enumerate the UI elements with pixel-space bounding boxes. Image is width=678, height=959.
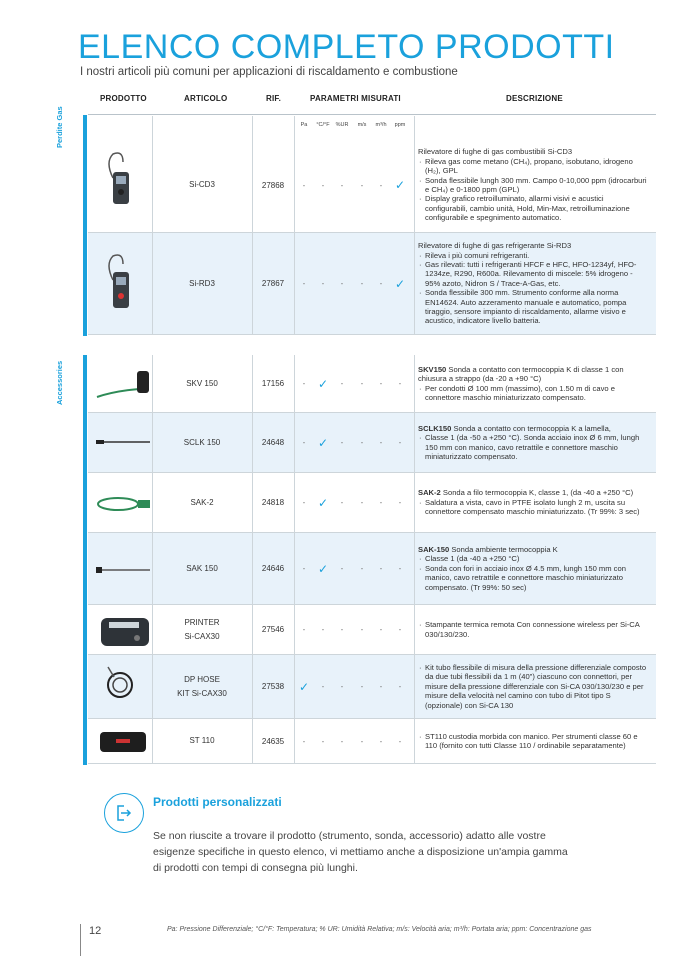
- description-lead-bold: SAK-150: [418, 544, 450, 554]
- table-row: [88, 655, 656, 719]
- param-cell: -: [379, 180, 383, 190]
- col-header-ref: RIF.: [266, 94, 282, 103]
- param-cell: -: [360, 625, 364, 634]
- param-cell: -: [340, 438, 344, 447]
- description-lead: [418, 488, 648, 497]
- article-name: Si-CD3: [189, 180, 215, 189]
- param-cell: -: [398, 736, 402, 746]
- description-lead-text: Sonda a contatto con termocoppia K a lamella,: [451, 423, 611, 433]
- param-cell: -: [340, 736, 344, 746]
- article-name: SCLK 150: [183, 437, 221, 447]
- article-name: ST 110: [189, 736, 215, 745]
- sclk150-image: [94, 434, 154, 450]
- footer-legend: Pa: Pressione Differenziale; °C/°F: Temperatura; % UR: Umidità Relativa; m/s: Velocità aria; m³/h: Portata aria; ppm: Concentrazione gas: [167, 926, 592, 933]
- param-cell: -: [302, 279, 306, 288]
- description-bullet: · Classe 1 (da -40 a +250 °C): [418, 554, 648, 563]
- ref-cell: 24648: [261, 438, 285, 447]
- description-bullets: [418, 663, 648, 710]
- description-bullets: [418, 433, 648, 461]
- description-cell: [418, 233, 648, 334]
- description-bullet: · Sonda con fori in acciaio inox Ø 4.5 mm, lungh 150 mm con manico, cavo retrattile e connettore maschio miniaturizzato compensato. (Tr 99%: 50 sec): [418, 564, 648, 592]
- param-cell: -: [340, 180, 344, 190]
- custom-products-text: Se non riuscite a trovare il prodotto (strumento, sonda, accessorio) adatto alle vostre esigenze specifiche in questo elenco, vi mettiamo anche a disposizione un'ampia gamma di prodotti con tempi di consegna più lunghi.: [153, 830, 568, 874]
- section-label-accessories: Accessories: [55, 360, 64, 405]
- table-row: [88, 719, 656, 764]
- page-title: ELENCO COMPLETO PRODOTTI: [78, 28, 615, 66]
- description-lead-text: Sonda a contatto con termocoppia K di classe 1 con chiusura a strappo (da -20 a +90 °C): [418, 364, 624, 384]
- article-name: SAK-2: [190, 497, 214, 507]
- printer-image: [99, 612, 153, 650]
- param-cell: -: [340, 279, 344, 288]
- page-subtitle: I nostri articoli più comuni per applicazioni di riscaldamento e combustione: [80, 66, 458, 78]
- param-cell: -: [321, 625, 325, 634]
- custom-products-icon: [104, 793, 144, 833]
- unit-m3h: m³/h: [375, 122, 387, 128]
- description-lead: [418, 545, 648, 554]
- ref-cell: 27546: [261, 625, 285, 634]
- description-lead-text: Sonda a filo termocoppia K, classe 1, (da -40 a +250 °C): [440, 488, 634, 498]
- description-lead: [418, 147, 648, 156]
- description-bullet: · Classe 1 (da -50 a +250 °C). Sonda acciaio inox Ø 6 mm, lungh 150 mm con manico, cavo retrattile e connettore maschio miniaturizzato compensato.: [418, 433, 648, 461]
- ref-cell: 17156: [261, 379, 285, 388]
- check-icon: ✓: [298, 679, 310, 694]
- description-cell: [418, 655, 648, 718]
- article-cell: [154, 533, 250, 604]
- page-number: 12: [89, 925, 102, 937]
- article-cell: [154, 605, 250, 654]
- param-cell: -: [379, 498, 383, 507]
- check-icon: ✓: [317, 561, 329, 576]
- param-cell: -: [302, 438, 306, 447]
- param-cell: -: [302, 180, 306, 190]
- exit-icon: [115, 804, 133, 822]
- check-icon: ✓: [317, 495, 329, 510]
- section-bar-gas: [83, 115, 87, 336]
- param-cell: -: [398, 379, 402, 388]
- description-lead: [418, 424, 648, 433]
- param-cell: -: [398, 625, 402, 634]
- section-label-gas: Perdite Gas: [55, 106, 64, 148]
- ref-cell: 27868: [261, 180, 285, 190]
- ref-cell: 27867: [261, 279, 285, 288]
- param-cell: -: [302, 379, 306, 388]
- param-cell: -: [379, 736, 383, 746]
- description-bullets: [418, 384, 648, 403]
- skv150-image: [95, 363, 155, 403]
- ref-cell: 24818: [261, 498, 285, 507]
- param-cell: -: [398, 438, 402, 447]
- param-cell: -: [321, 279, 325, 288]
- param-cell: -: [398, 498, 402, 507]
- param-cell: -: [398, 682, 402, 691]
- description-cell: [418, 413, 648, 472]
- description-bullet: · Saldatura a vista, cavo in PTFE isolato lungh 2 m, uscita su connettore compensato maschio miniaturizzato. (Tr 99%: 3 sec): [418, 498, 648, 517]
- table-row: [88, 138, 656, 233]
- description-cell: [418, 355, 648, 412]
- description-cell: [418, 138, 648, 232]
- param-cell: -: [360, 564, 364, 573]
- table-top-rule: [88, 114, 656, 115]
- table-row: [88, 533, 656, 605]
- param-cell: -: [360, 180, 364, 190]
- description-lead-text: Rilevatore di fughe di gas combustibili Si-CD3: [418, 147, 573, 157]
- table-row: [88, 233, 656, 335]
- description-bullet: · Rileva gas come metano (CH₄), propano, isobutano, idrogeno (H₂), GPL: [418, 157, 648, 176]
- param-cell: -: [379, 379, 383, 388]
- unit-ms: m/s: [357, 122, 367, 128]
- description-bullet: · Sonda flessibile lungh 300 mm. Campo 0-10,000 ppm (idrocarburi e CH₄) e 0-1800 ppm (GPL): [418, 176, 648, 195]
- param-cell: -: [379, 682, 383, 691]
- sak150-image: [94, 562, 154, 578]
- param-cell: -: [340, 625, 344, 634]
- param-cell: -: [379, 279, 383, 288]
- param-cell: -: [360, 279, 364, 288]
- description-lead-bold: SAK-2: [418, 488, 441, 498]
- dp-hose-image: [102, 663, 142, 707]
- param-cell: -: [360, 736, 364, 746]
- description-bullets: [418, 157, 648, 223]
- description-bullet: · Sonda flessibile 300 mm. Strumento conforme alla norma EN14624. Auto azzeramento manuale e automatico, pompa tiraggio, sensore impianto di riscaldamento, allarme visivo e acustico, indicatore livello batteria.: [418, 288, 648, 326]
- description-bullet: · Gas rilevati: tutti i refrigeranti HFCF e HFC, HFO-1234yf, HFO-1234ze, R290, R600a. Rilevamento di miscele: 5% idrogeno - 95% azoto, Nidron S / Trace-A-Gas, etc.: [418, 260, 648, 288]
- col-header-description: DESCRIZIONE: [506, 94, 563, 103]
- param-cell: -: [302, 564, 306, 573]
- description-lead-bold: SCLK150: [418, 423, 452, 433]
- param-cell: -: [302, 736, 306, 746]
- description-bullet: · Rileva i più comuni refrigeranti.: [418, 251, 648, 260]
- unit-rh: %UR: [335, 122, 349, 128]
- col-header-article: ARTICOLO: [184, 94, 228, 103]
- article-name-line2: Si-CAX30: [184, 631, 220, 641]
- check-icon: ✓: [317, 435, 329, 450]
- description-bullet: · Stampante termica remota Con connessione wireless per Si-CA 030/130/230.: [418, 620, 648, 639]
- article-name: PRINTER: [184, 617, 220, 627]
- param-cell: -: [379, 625, 383, 634]
- param-cell: -: [321, 682, 325, 691]
- param-cell: -: [360, 498, 364, 507]
- article-cell: [154, 355, 250, 412]
- param-cell: -: [340, 564, 344, 573]
- sak2-image: [94, 494, 154, 514]
- table-row: [88, 413, 656, 473]
- article-name-line2: KIT Si-CAX30: [177, 688, 227, 698]
- description-lead-text: Rilevatore di fughe di gas refrigerante Si-RD3: [418, 241, 572, 251]
- param-cell: -: [302, 498, 306, 507]
- description-lead: [418, 365, 648, 384]
- param-cell: -: [360, 379, 364, 388]
- description-bullet: · Display grafico retroilluminato, allarmi visivi e acustici configurabili, cambio unità, Hold, Min-Max, retroilluminazione configurabile e spegnimento automatico.: [418, 194, 648, 222]
- description-bullets: [418, 732, 648, 751]
- ref-cell: 27538: [261, 682, 285, 691]
- description-bullets: [418, 554, 648, 592]
- param-cell: -: [321, 736, 325, 746]
- unit-ppm: ppm: [394, 122, 406, 128]
- description-bullet: · Kit tubo flessibile di misura della pressione differenziale composto da due tubi flessibili da 1 m (40") ciascuno con connettori, per misure della pressione differenziale con Si-CA 030/130/230 e per misure della velocità nel camino con tubo di Pitot tipo S (opzionale) con Si-CA 130: [418, 663, 648, 710]
- description-bullets: [418, 251, 648, 326]
- description-bullets: [418, 620, 648, 639]
- description-lead-bold: SKV150: [418, 364, 447, 374]
- param-cell: -: [379, 564, 383, 573]
- article-name: DP HOSE: [184, 674, 220, 684]
- param-cell: -: [398, 564, 402, 573]
- article-cell: [154, 473, 250, 532]
- st110-case-image: [98, 728, 152, 756]
- param-cell: -: [340, 682, 344, 691]
- table-row: [88, 605, 656, 655]
- footer-divider: [80, 924, 81, 956]
- article-name: SAK 150: [186, 563, 218, 573]
- check-icon: ✓: [394, 178, 406, 192]
- description-cell: [418, 605, 648, 654]
- article-cell: [154, 719, 250, 763]
- units-row: [88, 116, 656, 138]
- check-icon: ✓: [394, 276, 406, 291]
- col-header-product: PRODOTTO: [100, 94, 147, 103]
- check-icon: ✓: [317, 376, 329, 391]
- param-cell: -: [360, 682, 364, 691]
- unit-pa: Pa: [300, 122, 308, 128]
- article-name: Si-RD3: [189, 278, 215, 288]
- description-lead-text: Sonda ambiente termocoppia K: [449, 544, 558, 554]
- param-cell: -: [321, 180, 325, 190]
- table-row: [88, 355, 656, 413]
- param-cell: -: [340, 498, 344, 507]
- unit-temp: °C/°F: [316, 122, 330, 128]
- section-bar-accessories: [83, 355, 87, 765]
- param-cell: -: [360, 438, 364, 447]
- custom-products-title: Prodotti personalizzati: [153, 795, 282, 809]
- ref-cell: 24635: [261, 736, 285, 746]
- param-cell: -: [340, 379, 344, 388]
- si-cd3-image: [101, 152, 137, 210]
- param-cell: -: [302, 625, 306, 634]
- description-cell: [418, 719, 648, 763]
- table-row: [88, 473, 656, 533]
- description-cell: [418, 533, 648, 604]
- article-name: SKV 150: [186, 378, 218, 388]
- col-header-params: PARAMETRI MISURATI: [310, 94, 401, 103]
- si-rd3-image: [101, 254, 137, 314]
- description-cell: [418, 473, 648, 532]
- description-lead: [418, 241, 648, 250]
- param-cell: -: [379, 438, 383, 447]
- description-bullet: · ST110 custodia morbida con manico. Per strumenti classe 60 e 110 (fornito con tutti Classe 110 / ordinabile separatamente): [418, 732, 648, 751]
- ref-cell: 24646: [261, 564, 285, 573]
- description-bullet: · Per condotti Ø 100 mm (massimo), con 1.50 m di cavo e connettore maschio miniaturizzato compensato.: [418, 384, 648, 403]
- article-cell: [154, 413, 250, 472]
- article-cell: [154, 655, 250, 718]
- article-cell: [154, 138, 250, 232]
- article-cell: [154, 233, 250, 334]
- description-bullets: [418, 498, 648, 517]
